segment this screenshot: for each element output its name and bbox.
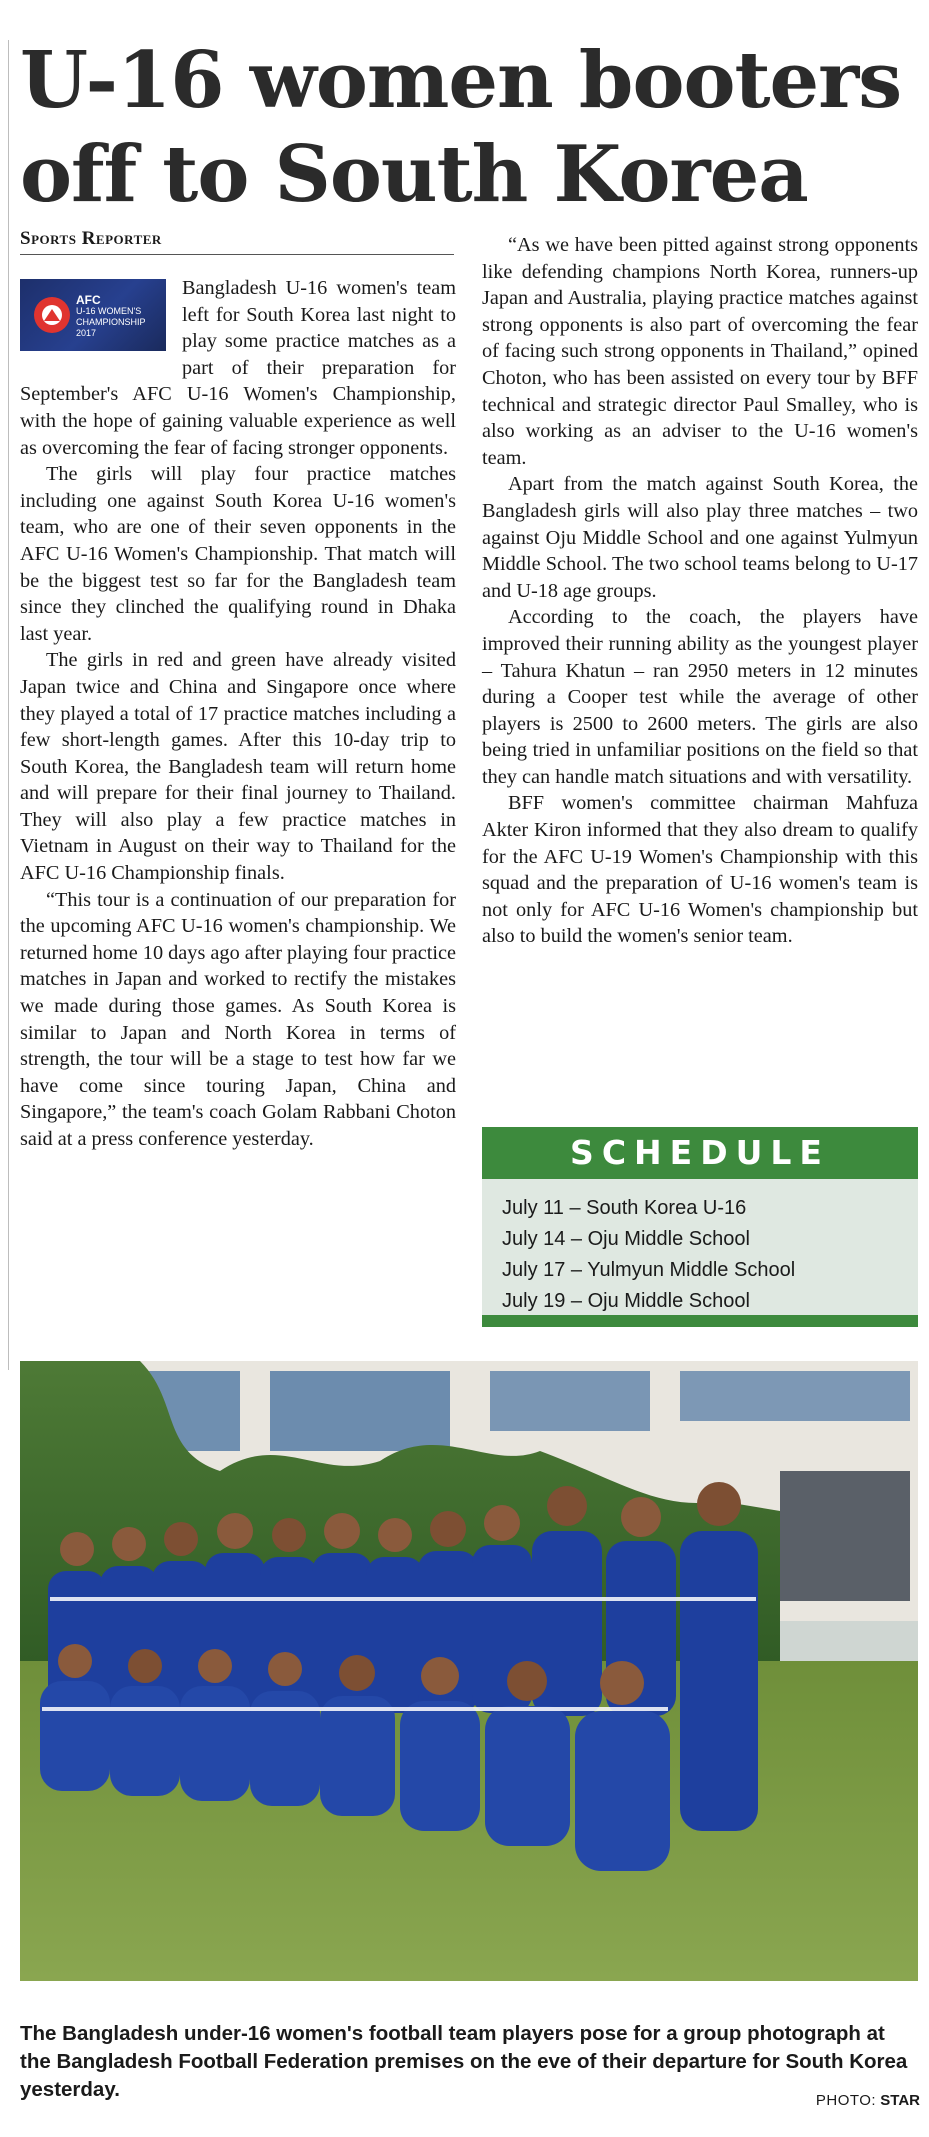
paragraph: The girls will play four practice matches including one against South Korea U-16 women's team, who are one of their seven opponents in the AFC U-16 Women's Championship. That match will be the biggest test so far for the Bangladesh team since they clinched the qualifying round in Dhaka last year.: [20, 463, 456, 645]
logo-text: AFC U-16 WOMEN'S CHAMPIONSHIP 2017: [76, 293, 146, 338]
football-icon: [34, 297, 70, 333]
schedule-item: July 19 – Oju Middle School: [502, 1290, 750, 1312]
afc-championship-logo: [20, 279, 166, 351]
schedule-list: [482, 1179, 918, 1317]
player-figure: [680, 1482, 758, 1831]
byline: Sports Reporter: [20, 228, 454, 255]
paragraph: “This tour is a continuation of our preparation for the upcoming AFC U-16 women's championship. We returned home 10 days ago after playing four practice matches in Japan and worked to rectify the mistakes we made during those games. As South Korea is similar to Japan and North Korea in terms of strength, the tour will be a stage to test how far we have come since touring Japan, China and Singapore,” the team's coach Golam Rabbani Choton said at a press conference yesterday.: [20, 888, 456, 1150]
paragraph: “As we have been pitted against strong opponents like defending champions North Korea, runners-up Japan and Australia, playing practice matches against strong opponents is also part of overcoming the fear of facing such strong opponents in Thailand,” opined Choton, who has been assisted on every tour by BFF technical and strategic director Paul Smalley, who is also working as an adviser to the U-16 women's team.: [482, 234, 918, 469]
schedule-box: [482, 1127, 918, 1327]
team-photo-illustration: [20, 1361, 918, 1981]
schedule-item: July 14 – Oju Middle School: [502, 1228, 750, 1250]
headline: U-16 women booters off to South Korea: [20, 35, 902, 220]
article-column-right: [482, 232, 918, 950]
paragraph: Apart from the match against South Korea, the Bangladesh girls will also play three matches – two against Oju Middle School and one against Yulmyun Middle School. The two school teams belong to U-17 and U-18 age groups.: [482, 473, 918, 602]
photo-credit: PHOTO: STAR: [815, 2092, 920, 2109]
paragraph: Bangladesh U-16 women's team left for South Korea last night to play some practice matches as a part of their preparation for September's AFC U-16 Women's Championship, with the hope of gaining valuable experience as well as overcoming the fear of facing stronger opponents.: [20, 277, 456, 459]
schedule-item: July 11 – South Korea U-16: [502, 1197, 747, 1219]
paragraph: BFF women's committee chairman Mahfuza Akter Kiron informed that they also dream to qualify for the AFC U-19 Women's Championship with this squad and the preparation of U-16 women's team is not only for AFC U-16 Women's championship but also to build the women's senior team.: [482, 792, 918, 948]
paragraph: According to the coach, the players have improved their running ability as the youngest player – Tahura Khatun – ran 2950 meters in 12 minutes during a Cooper test while the average of other players is 2500 to 2600 meters. The girls are also being tried in unfamiliar positions on the field so that they can handle match situations and with versatility.: [482, 606, 918, 788]
schedule-footer-bar: [482, 1315, 918, 1327]
team-photo: [20, 1361, 918, 1981]
schedule-title: SCHEDULE: [482, 1127, 918, 1179]
column-rule: [8, 40, 9, 1370]
photo-caption: The Bangladesh under-16 women's football team players pose for a group photograph at the Bangladesh Football Federation premises on the eve of their departure for South Korea yesterday.: [20, 2022, 908, 2101]
schedule-item: July 17 – Yulmyun Middle School: [502, 1259, 796, 1281]
article-column-left: [20, 275, 456, 1153]
paragraph: The girls in red and green have already visited Japan twice and China and Singapore once where they played a total of 17 practice matches including a few short-length games. After this 10-day trip to South Korea, the Bangladesh team will return home and will prepare for their final journey to Thailand. They will also play a few practice matches in Vietnam in August on their way to Thailand for the AFC U-16 Championship finals.: [20, 649, 456, 885]
